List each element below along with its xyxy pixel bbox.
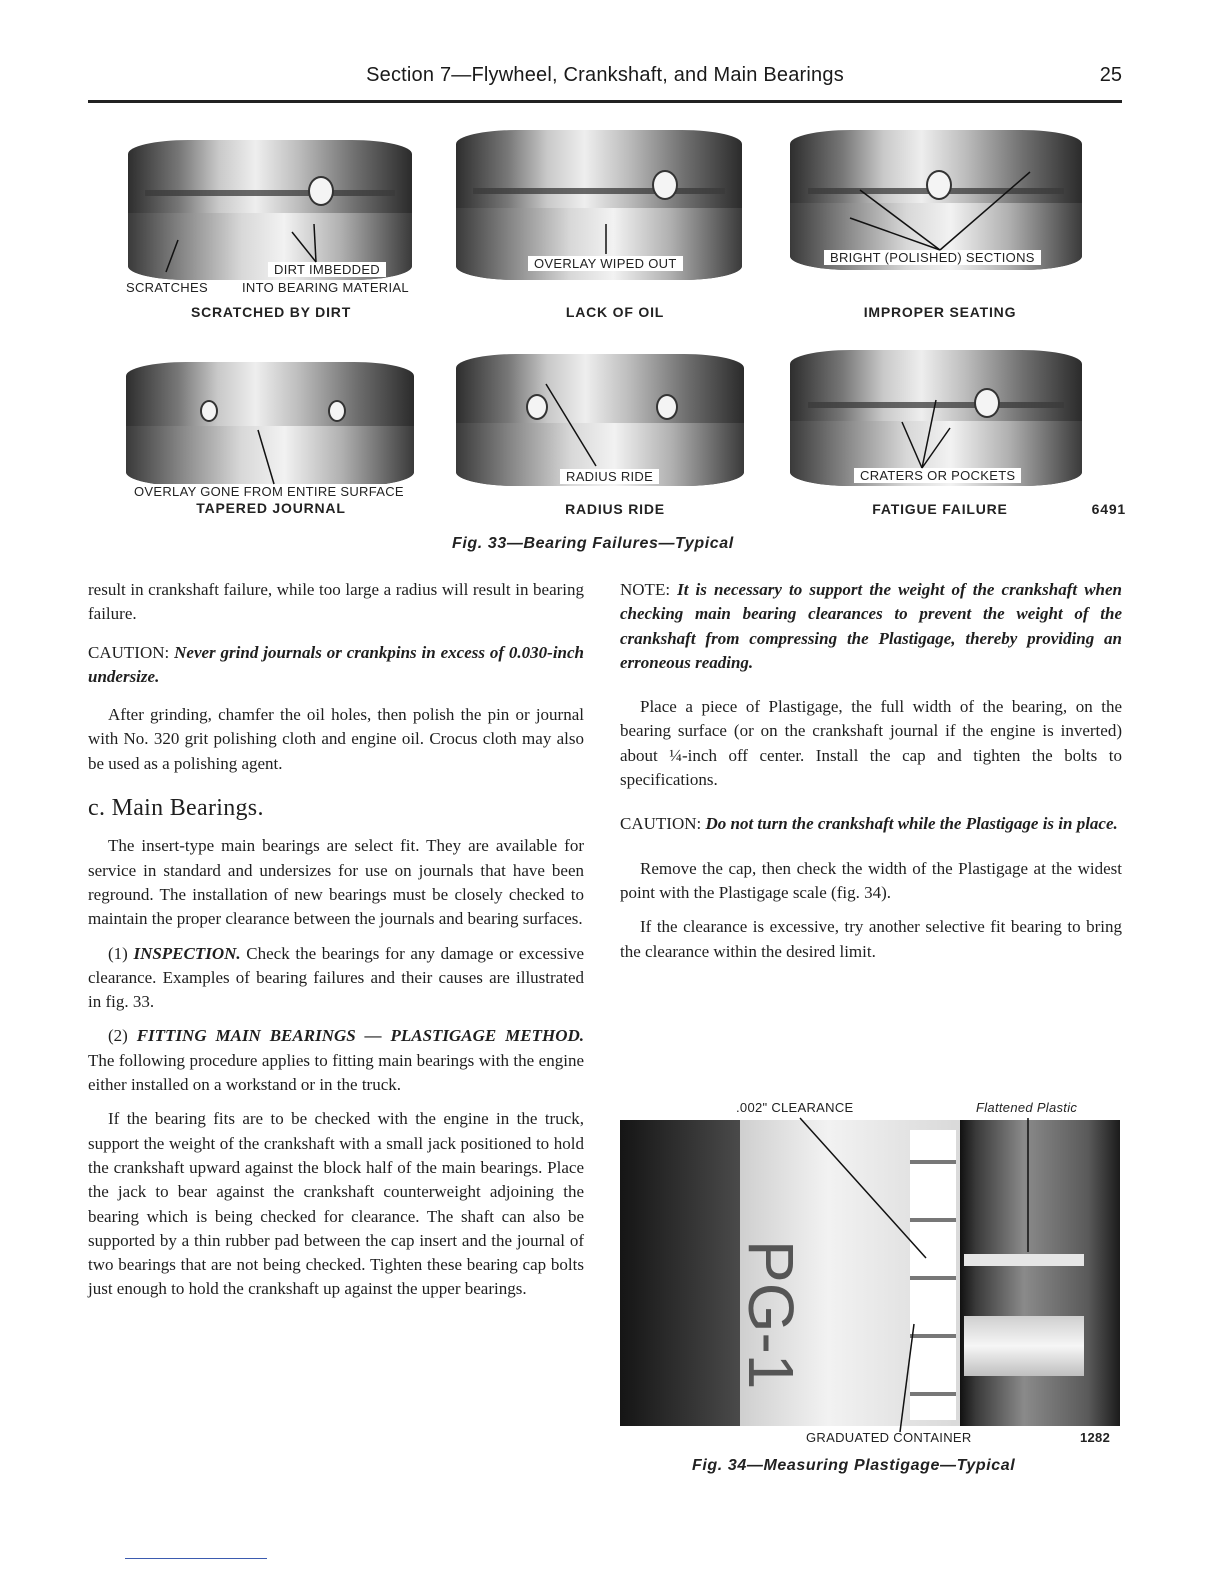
label-flattened-plastic: Flattened Plastic (976, 1100, 1078, 1115)
paragraph-clearance-excessive: If the clearance is excessive, try another selective fit bearing to bring the clearance within the desired limit. (620, 917, 1122, 961)
caution-label: CAUTION: (88, 642, 170, 662)
heading-text: Main Bearings. (111, 795, 264, 822)
fitting-number: (2) (108, 1026, 128, 1046)
label-overlay-wiped-out: OVERLAY WIPED OUT (528, 256, 683, 271)
label-radius-ride: RADIUS RIDE (560, 469, 659, 484)
figure34-caption: Fig. 34—Measuring Plastigage—Typical (692, 1457, 1016, 1474)
fitting-title: FITTING MAIN BEARINGS — PLASTIGAGE METHOD. (136, 1026, 584, 1046)
label-scratches: SCRATCHES (126, 280, 208, 295)
paragraph-bearing-fits-in-truck: If the bearing fits are to be checked with the engine in the truck, support the weight of the crankshaft with a small jack positioned to hold the crankshaft upward against the block half of the main bearings. Place the jack to bear against the crankshaft counterweight adjoining the bearing which is being checked for clearance. The shaft can also be supported by a thin rubber pad between the cap insert and the journal of two bearings that are not being checked. Tighten these bearing cap bolts just enough to hold the crankshaft up against the upper bearings. (88, 1109, 584, 1299)
caution-text: Never grind journals or crankpins in excess of 0.030-inch undersize. (88, 642, 585, 686)
caption-improper-seating: IMPROPER SEATING (863, 304, 1017, 320)
label-clearance: .002" CLEARANCE (736, 1100, 854, 1115)
figure33-caption: Fig. 33—Bearing Failures—Typical (452, 535, 734, 552)
label-graduated-container: GRADUATED CONTAINER (806, 1430, 972, 1445)
caption-fatigue-failure: FATIGUE FAILURE (872, 501, 1008, 517)
fitting-text: The following procedure applies to fitting main bearings with the engine either installed on a workstand or in the truck. (88, 1050, 584, 1095)
footer-rule (125, 1558, 267, 1559)
caution-label-right: CAUTION: (620, 814, 702, 834)
plastigage-scale-text: PG-1 (735, 1240, 807, 1390)
caption-radius-ride: RADIUS RIDE (565, 501, 665, 517)
paragraph-after-grinding: After grinding, chamfer the oil holes, then polish the pin or journal with No. 320 grit polishing cloth and engine oil. Crocus cloth may also be used as a polishing agent. (88, 705, 584, 773)
section-title: Section 7—Flywheel, Crankshaft, and Main Bearings (366, 64, 844, 86)
label-bright-polished-sections: BRIGHT (POLISHED) SECTIONS (824, 250, 1041, 265)
paragraph-place-plastigage: Place a piece of Plastigage, the full width of the bearing, on the bearing surface (or on the crankshaft journal if the engine is inverted) about ¼-inch off center. Install the cap and tighten the bolts to specifications. (620, 697, 1122, 790)
label-into-bearing-material: INTO BEARING MATERIAL (242, 280, 409, 295)
figure33-plate-number: 6491 (1091, 501, 1126, 517)
figure34-plate-number: 1282 (1080, 1430, 1111, 1445)
note-label: NOTE: (620, 580, 671, 599)
page-number: 25 (1099, 64, 1122, 86)
paragraph-insert-type: The insert-type main bearings are select fit. They are available for service in standard and undersizes for use on journals that have been reground. The installation of new bearings must be closely checked to maintain the proper clearance between the journals and bearing surfaces. (88, 836, 584, 929)
note-text: It is necessary to support the weight of the crankshaft when checking main bearing clearances to prevent the weight of the crankshaft from compressing the Plastigage, thereby providing an erroneous reading. (620, 580, 1123, 672)
label-craters-or-pockets: CRATERS OR POCKETS (854, 468, 1021, 483)
heading-letter: c. (88, 795, 106, 822)
caution-text-right: Do not turn the crankshaft while the Plastigage is in place. (705, 814, 1118, 834)
label-overlay-gone: OVERLAY GONE FROM ENTIRE SURFACE (128, 484, 410, 499)
caption-tapered-journal: TAPERED JOURNAL (196, 500, 346, 516)
label-dirt-imbedded: DIRT IMBEDDED (268, 262, 386, 277)
caption-lack-of-oil: LACK OF OIL (565, 304, 665, 320)
inspection-title: INSPECTION. (133, 943, 241, 963)
inspection-text: Check the bearings for any damage or excessive clearance. Examples of bearing failures and their causes are illustrated in fig. 33. (88, 943, 584, 1012)
inspection-number: (1) (108, 943, 128, 963)
caption-scratched-by-dirt: SCRATCHED BY DIRT (190, 304, 352, 320)
paragraph-radius-result: result in crankshaft failure, while too large a radius will result in bearing failure. (88, 580, 584, 624)
paragraph-remove-cap: Remove the cap, then check the width of the Plastigage at the widest point with the Plastigage scale (fig. 34). (620, 858, 1122, 902)
